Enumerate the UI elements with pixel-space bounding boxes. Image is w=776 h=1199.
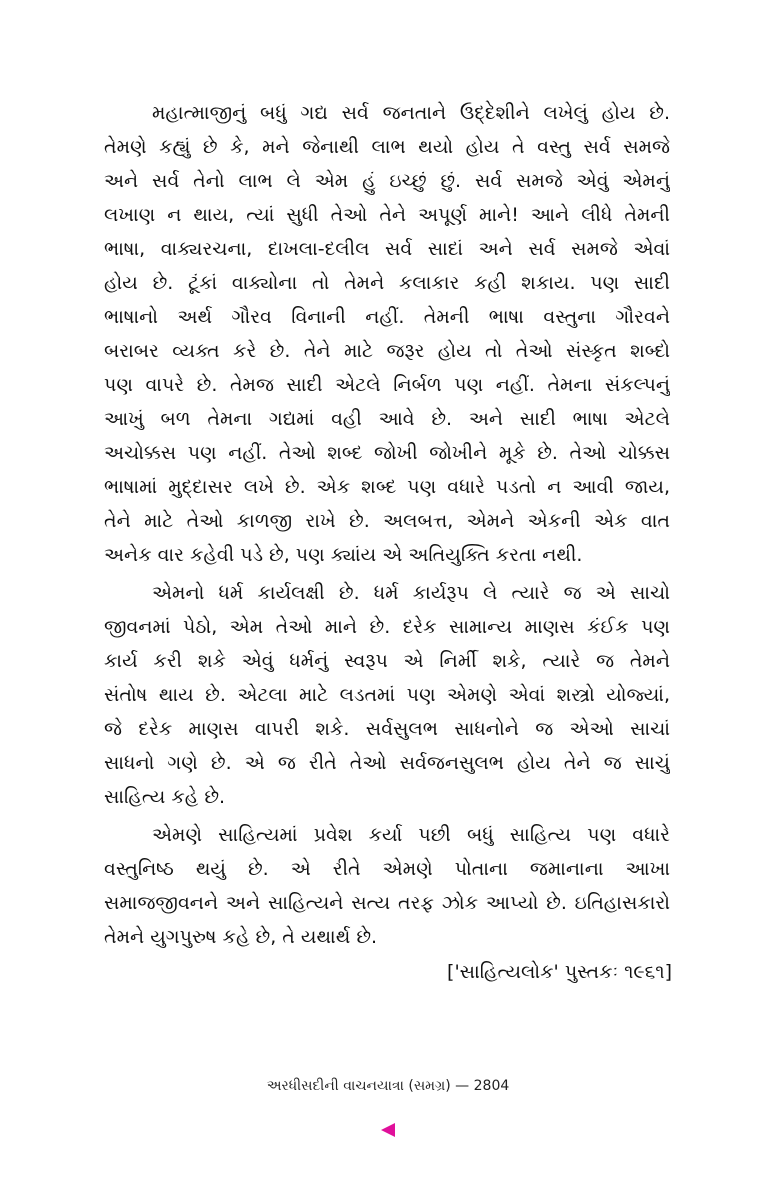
text-line: બરાબર વ્યક્ત કરે છે. તેને માટે જરૂર હોય તો તેઓ સંસ્કૃત શબ્દો (104, 340, 670, 362)
text-line: હોય છે. ટૂંકાં વાક્યોના તો તેમને કલાકાર કહી શકાય. પણ સાદી (104, 272, 670, 294)
text-line: સમાજજીવનને અને સાહિત્યને સત્ય તરફ ઝોક આપ્યો છે. ઇતિહાસકારો (104, 892, 670, 914)
text-line: વસ્તુનિષ્ઠ થયું છે. એ રીતે એમણે પોતાના જમાનાના આખા (104, 858, 670, 880)
article-body (104, 96, 670, 954)
text-line: જીવનમાં પેઠો, એમ તેઓ માને છે. દરેક સામાન્ય માણસ કંઈક પણ (104, 616, 670, 638)
text-line: કાર્ય કરી શકે એવું ધર્મનું સ્વરૂપ એ નિર્મી શકે, ત્યારે જ તેમને (104, 650, 670, 672)
text-line: ભાષાનો અર્થ ગૌરવ વિનાની નહીં. તેમની ભાષા વસ્તુના ગૌરવને (104, 306, 670, 328)
text-line: અચોક્કસ પણ નહીં. તેઓ શબ્દ જોખી જોખીને મૂકે છે. તેઓ ચોક્કસ (104, 442, 670, 464)
text-line: આખું બળ તેમના ગદ્યમાં વહી આવે છે. અને સાદી ભાષા એટલે (104, 408, 670, 430)
text-line: પણ વાપરે છે. તેમજ સાદી એટલે નિર્બળ પણ નહીં. તેમના સંકલ્પનું (104, 374, 670, 396)
text-line: લખાણ ન થાય, ત્યાં સુધી તેઓ તેને અપૂર્ણ માને! આને લીધે તેમની (104, 204, 670, 226)
source-citation: ['સાહિત્યલોક' પુસ્તકઃ ૧૯૬૧] (447, 961, 672, 983)
page-footer: અરધીસદીની વાચનયાત્રા (સમગ્ર) — 2804 (266, 1078, 510, 1094)
text-line: એમણે સાહિત્યમાં પ્રવેશ કર્યા પછી બધું સાહિત્ય પણ વધારે (152, 824, 670, 846)
text-line: તેમને યુગપુરુષ કહે છે, તે યથાર્થ છે. (104, 926, 378, 948)
text-line: સંતોષ થાય છે. એટલા માટે લડતમાં પણ એમણે એવાં શસ્ત્રો યોજ્યાં, (104, 684, 670, 706)
text-line: સાધનો ગણે છે. એ જ રીતે તેઓ સર્વજનસુલભ હોય તેને જ સાચું (104, 752, 670, 774)
paragraph-2 (104, 576, 670, 814)
text-line: એમનો ધર્મ કાર્યલક્ષી છે. ધર્મ કાર્યરૂપ લે ત્યારે જ એ સાચો (152, 582, 670, 604)
text-line: અને સર્વ તેનો લાભ લે એમ હું ઇચ્છું છું. સર્વ સમજે એવું એમનું (104, 170, 670, 192)
previous-page-button[interactable] (379, 1122, 397, 1138)
text-line: ભાષા, વાક્યરચના, દાખલા-દલીલ સર્વ સાદાં અને સર્વ સમજે એવાં (104, 238, 670, 260)
triangle-left-icon (379, 1122, 397, 1138)
paragraph-3 (104, 818, 670, 954)
text-line: અનેક વાર કહેવી પડે છે, પણ ક્યાંય એ અતિયુક્તિ કરતા નથી. (104, 544, 583, 566)
text-line: મહાત્માજીનું બધું ગદ્ય સર્વ જનતાને ઉદ્દેશીને લખેલું હોય છે. (152, 102, 670, 124)
text-line: સાહિત્ય કહે છે. (104, 786, 226, 808)
text-line: જે દરેક માણસ વાપરી શકે. સર્વસુલભ સાધનોને જ એઓ સાચાં (104, 718, 670, 740)
text-line: તેને માટે તેઓ કાળજી રાખે છે. અલબત્ત, એમને એકની એક વાત (104, 510, 670, 532)
paragraph-1 (104, 96, 670, 572)
text-line: તેમણે કહ્યું છે કે, મને જેનાથી લાભ થયો હોય તે વસ્તુ સર્વ સમજે (104, 136, 670, 158)
text-line: ભાષામાં મુદ્દાસર લખે છે. એક શબ્દ પણ વધારે પડતો ન આવી જાય, (104, 476, 670, 498)
